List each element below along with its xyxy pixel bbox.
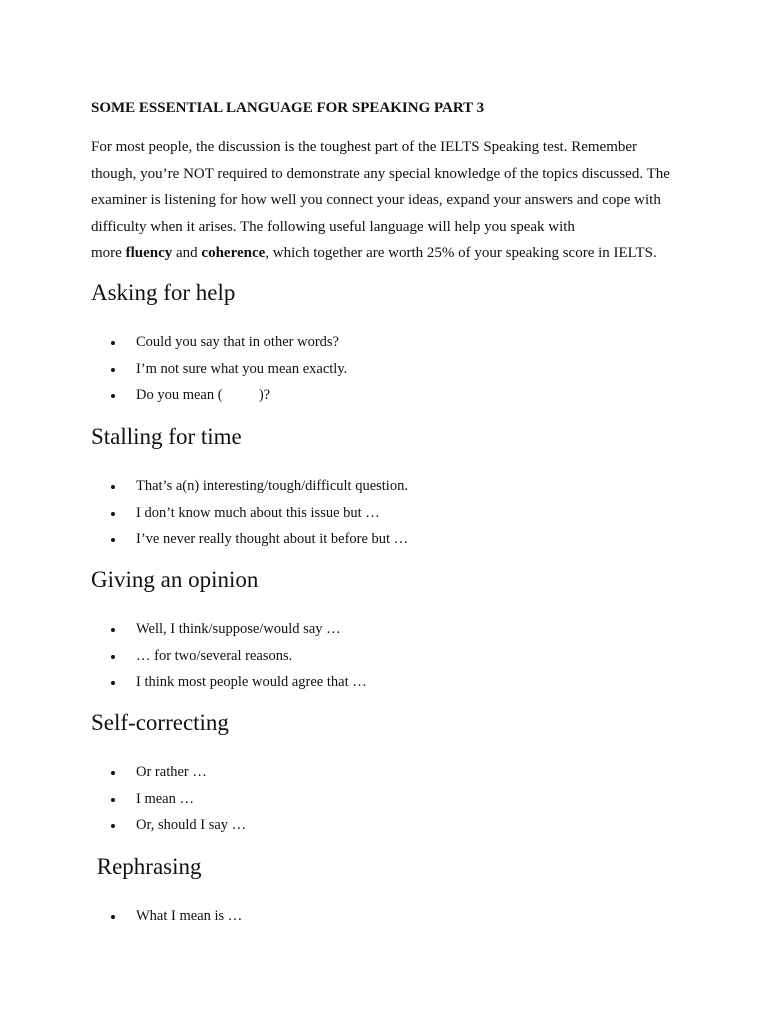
coherence-term: coherence xyxy=(201,245,266,261)
bullet-icon xyxy=(111,655,115,659)
section-heading-stalling-for-time: Stalling for time xyxy=(91,424,242,449)
bullet-icon xyxy=(111,798,115,802)
bullet-icon xyxy=(111,368,115,372)
phrase-text: I’ve never really thought about it before but … xyxy=(136,531,409,547)
intro-line xyxy=(91,240,691,267)
bullet-icon xyxy=(111,681,115,685)
bullet-icon xyxy=(111,824,115,828)
bullet-icon xyxy=(111,771,115,775)
phrase-text: That’s a(n) interesting/tough/difficult question. xyxy=(136,478,408,494)
intro-line: difficulty when it arises. The following useful language will help you speak with xyxy=(91,218,575,235)
bullet-icon xyxy=(111,628,115,632)
intro-paragraph xyxy=(91,134,691,267)
phrase-text: I think most people would agree that … xyxy=(136,674,367,690)
bullet-icon xyxy=(111,538,115,542)
phrase-text: Could you say that in other words? xyxy=(136,334,339,350)
bullet-icon xyxy=(111,915,115,919)
section-heading-self-correcting: Self-correcting xyxy=(91,710,229,735)
fluency-term: fluency xyxy=(125,245,173,261)
intro-text: more xyxy=(91,245,126,261)
phrase-text: Or rather … xyxy=(136,764,207,780)
intro-line: For most people, the discussion is the toughest part of the IELTS Speaking test. Remember xyxy=(91,139,638,155)
intro-text: and xyxy=(172,245,202,261)
bullet-icon xyxy=(111,512,115,516)
phrase-text: What I mean is … xyxy=(136,908,243,924)
phrase-text: I mean … xyxy=(136,790,194,807)
section-heading-rephrasing: Rephrasing xyxy=(91,854,202,879)
phrase-text: Or, should I say … xyxy=(136,817,247,833)
phrase-text: Well, I think/suppose/would say … xyxy=(136,621,341,637)
phrase-text: Do you mean ( )? xyxy=(136,387,271,403)
phrase-text: … for two/several reasons. xyxy=(136,647,293,664)
phrase-text: I don’t know much about this issue but … xyxy=(136,504,380,521)
bullet-icon xyxy=(111,341,115,345)
intro-line: examiner is listening for how well you connect your ideas, expand your answers and cope with xyxy=(91,192,661,208)
intro-text: , which together are worth 25% of your speaking score in IELTS. xyxy=(265,245,657,261)
bullet-icon xyxy=(111,394,115,398)
section-heading-giving-an-opinion: Giving an opinion xyxy=(91,567,259,592)
intro-line: though, you’re NOT required to demonstrate any special knowledge of the topics discussed. The xyxy=(91,165,670,182)
section-heading-asking-for-help: Asking for help xyxy=(91,280,236,305)
phrase-text: I’m not sure what you mean exactly. xyxy=(136,360,348,377)
document-title: SOME ESSENTIAL LANGUAGE FOR SPEAKING PART 3 xyxy=(91,100,485,116)
bullet-icon xyxy=(111,485,115,489)
